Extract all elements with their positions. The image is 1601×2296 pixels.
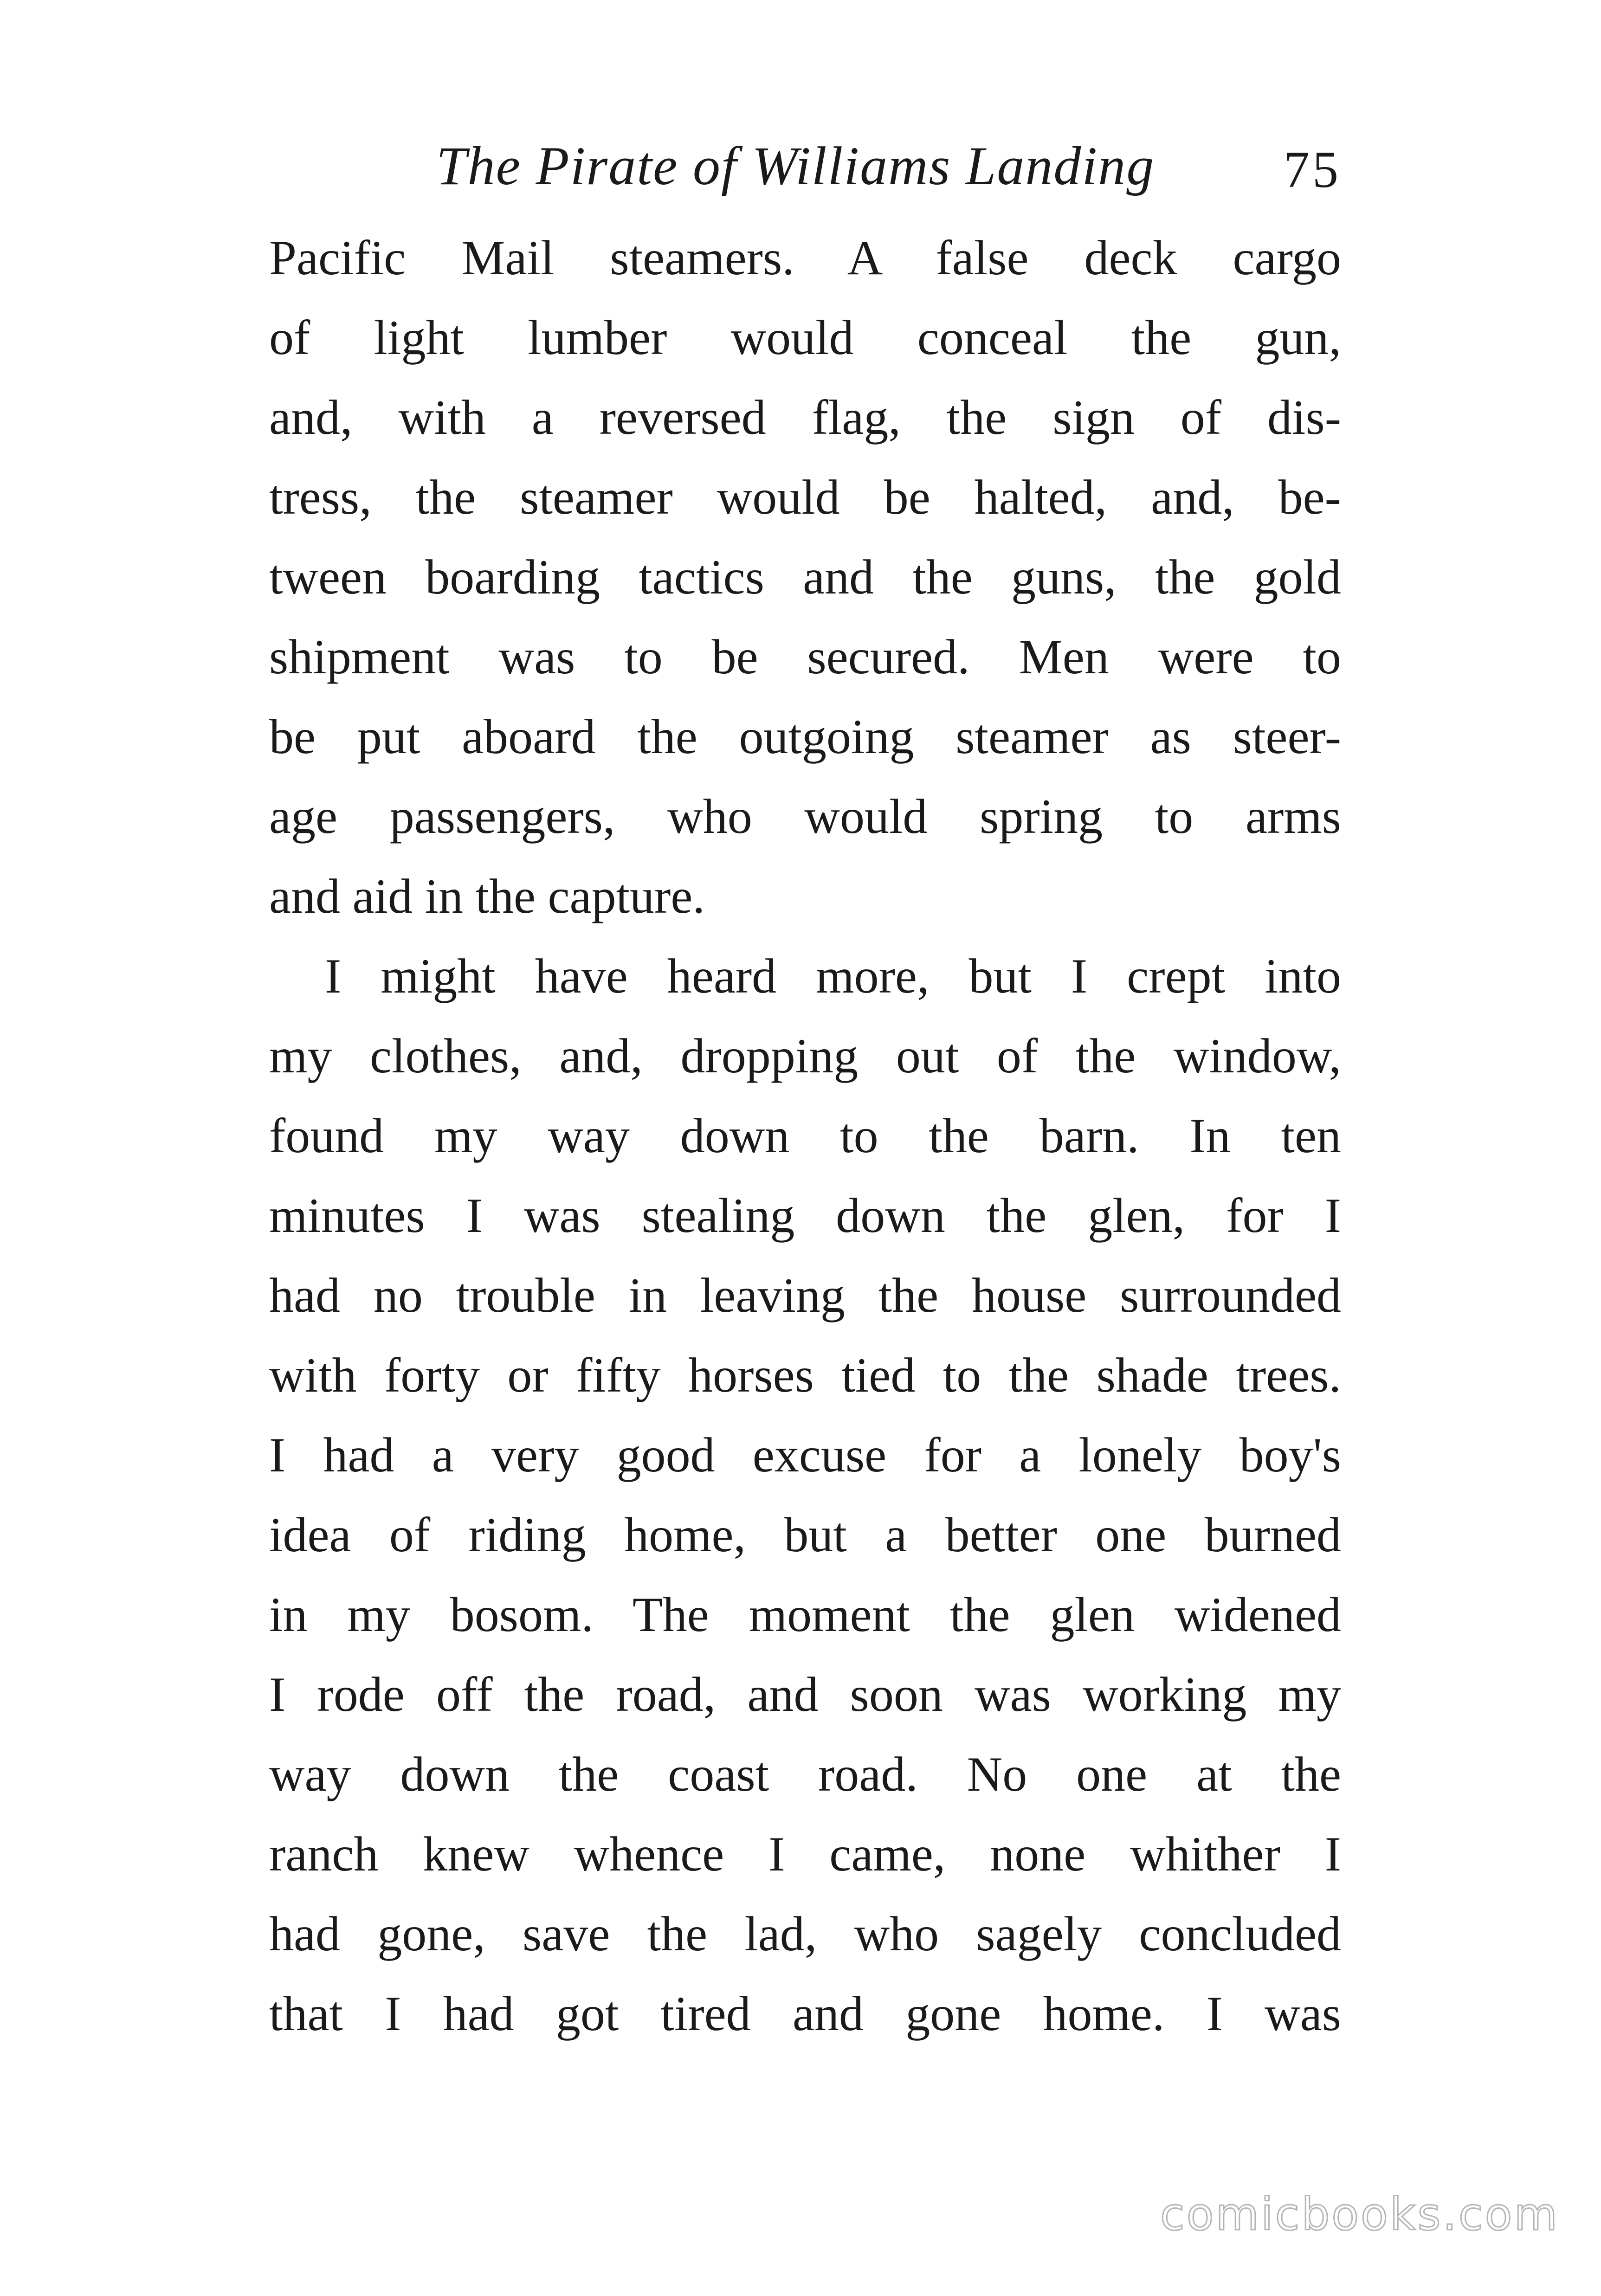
text-line: that I had got tired and gone home. I was [269, 1986, 1341, 2041]
text-line: my clothes, and, dropping out of the window, [269, 1029, 1341, 1083]
text-line: idea of riding home, but a better one burned [269, 1508, 1341, 1562]
text-line: tress, the steamer would be halted, and, be- [269, 470, 1341, 524]
page-number: 75 [1284, 141, 1341, 199]
text-line: with forty or fifty horses tied to the shade trees. [269, 1348, 1341, 1402]
text-line: I had a very good excuse for a lonely boy's [269, 1428, 1341, 1482]
text-line: found my way down to the barn. In ten [269, 1109, 1341, 1163]
text-line: I rode off the road, and soon was working my [269, 1667, 1341, 1722]
text-line: I might have heard more, but I crept into [325, 949, 1341, 1003]
text-line: had no trouble in leaving the house surrounded [269, 1268, 1341, 1322]
text-line: tween boarding tactics and the guns, the gold [269, 550, 1341, 604]
text-line: in my bosom. The moment the glen widened [269, 1587, 1341, 1642]
text-line: age passengers, who would spring to arms [269, 789, 1341, 844]
text-line: ranch knew whence I came, none whither I [269, 1827, 1341, 1881]
text-line: of light lumber would conceal the gun, [269, 310, 1341, 365]
running-title: The Pirate of Williams Landing [436, 135, 1155, 196]
text-line: had gone, save the lad, who sagely concluded [269, 1907, 1341, 1961]
watermark: comicbooks.com [1160, 2188, 1559, 2240]
text-line: way down the coast road. No one at the [269, 1747, 1341, 1801]
text-line: and aid in the capture. [269, 869, 705, 923]
text-line: minutes I was stealing down the glen, for I [269, 1188, 1341, 1243]
text-line: and, with a reversed flag, the sign of dis- [269, 390, 1341, 445]
paragraph [269, 218, 1341, 936]
text-line: shipment was to be secured. Men were to [269, 630, 1341, 684]
paragraph [269, 936, 1341, 2054]
running-header [269, 130, 1341, 209]
text-line: be put aboard the outgoing steamer as steer- [269, 709, 1341, 764]
body-text [269, 218, 1341, 2054]
text-line: Pacific Mail steamers. A false deck cargo [269, 231, 1341, 285]
